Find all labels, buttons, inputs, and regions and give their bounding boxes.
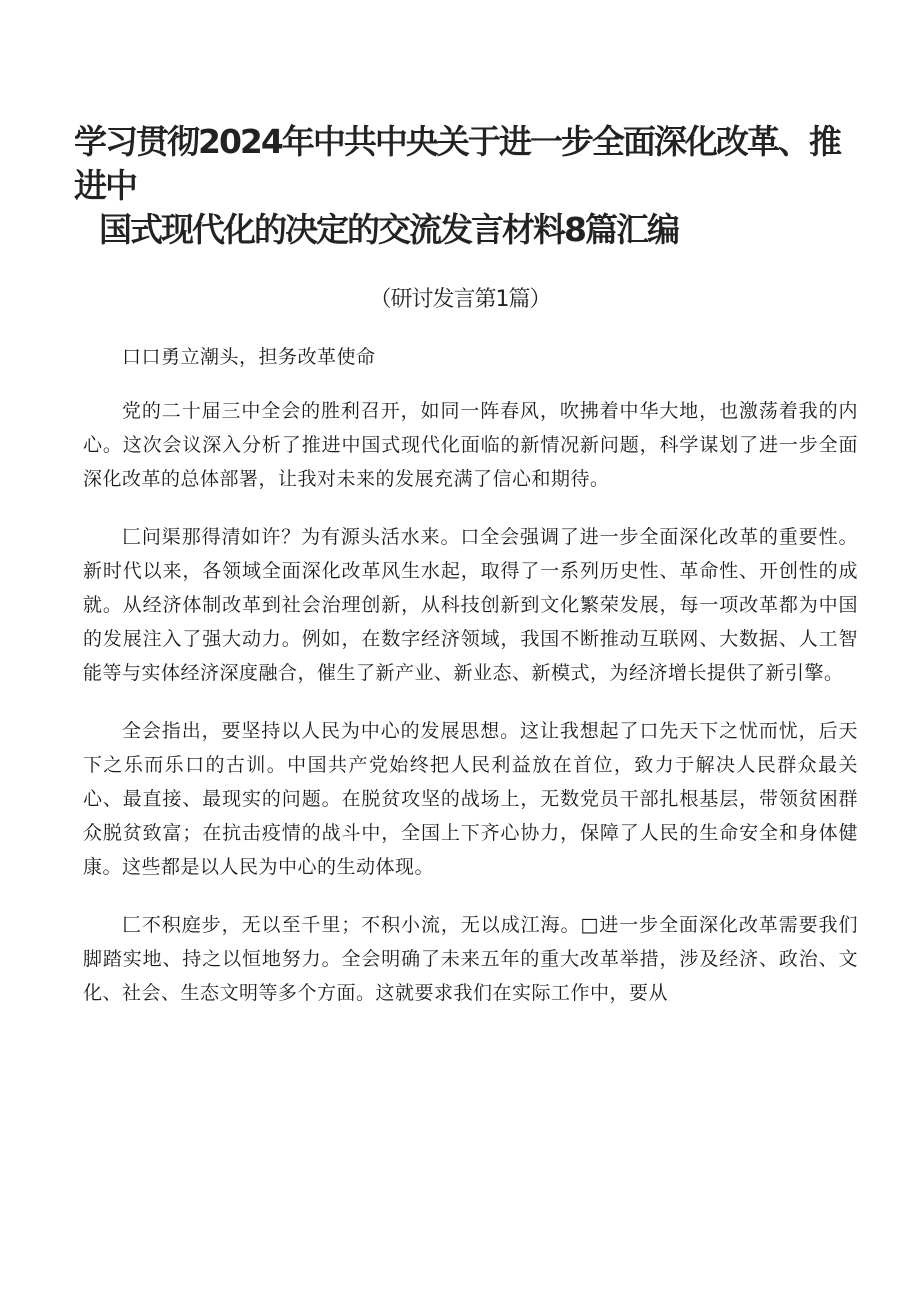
paragraph: 全会指出，要坚持以人民为中心的发展思想。这让我想起了口先天下之忧而忧，后天下之乐而乐口的古训。中国共产党始终把人民利益放在首位，致力于解决人民群众最关心、最直接、最现实的问题。在脱贫攻坚的战场上，无数党员干部扎根基层，带领贫困群众脱贫致富；在抗击疫情的战斗中，全国上下齐心协力，保障了人民的生命安全和身体健康。这些都是以人民为中心的生动体现。 bbox=[83, 720, 858, 878]
document-body bbox=[83, 340, 858, 1034]
title-line-1: 学习贯彻2024年中共中央关于进一步全面深化改革、推进中 bbox=[74, 122, 840, 205]
document-title bbox=[74, 120, 864, 252]
paragraph: 匚不积庭步，无以至千里；不积小流，无以成江海。□进一步全面深化改革需要我们脚踏实地、持之以恒地努力。全会明确了未来五年的重大改革举措，涉及经济、政治、文化、社会、生态文明等多个方面。这就要求我们在实际工作中，要从 bbox=[83, 914, 858, 1004]
paragraph: 党的二十届三中全会的胜利召开，如同一阵春风，吹拂着中华大地，也激荡着我的内心。这次会议深入分析了推进中国式现代化面临的新情况新问题，科学谋划了进一步全面深化改革的总体部署，让我对未来的发展充满了信心和期待。 bbox=[83, 400, 858, 490]
paragraph: 匚问渠那得清如许？为有源头活水来。口全会强调了进一步全面深化改革的重要性。新时代以来，各领域全面深化改革风生水起，取得了一系列历史性、革命性、开创性的成就。从经济体制改革到社会治理创新，从科技创新到文化繁荣发展，每一项改革都为中国的发展注入了强大动力。例如，在数字经济领域，我国不断推动互联网、大数据、人工智能等与实体经济深度融合，催生了新产业、新业态、新模式，为经济增长提供了新引擎。 bbox=[83, 526, 858, 684]
section-heading: 口口勇立潮头，担务改革使命 bbox=[122, 346, 376, 368]
title-line-2: 国式现代化的决定的交流发言材料8篇汇编 bbox=[99, 210, 678, 249]
section-subtitle: （研讨发言第1篇） bbox=[369, 287, 551, 312]
